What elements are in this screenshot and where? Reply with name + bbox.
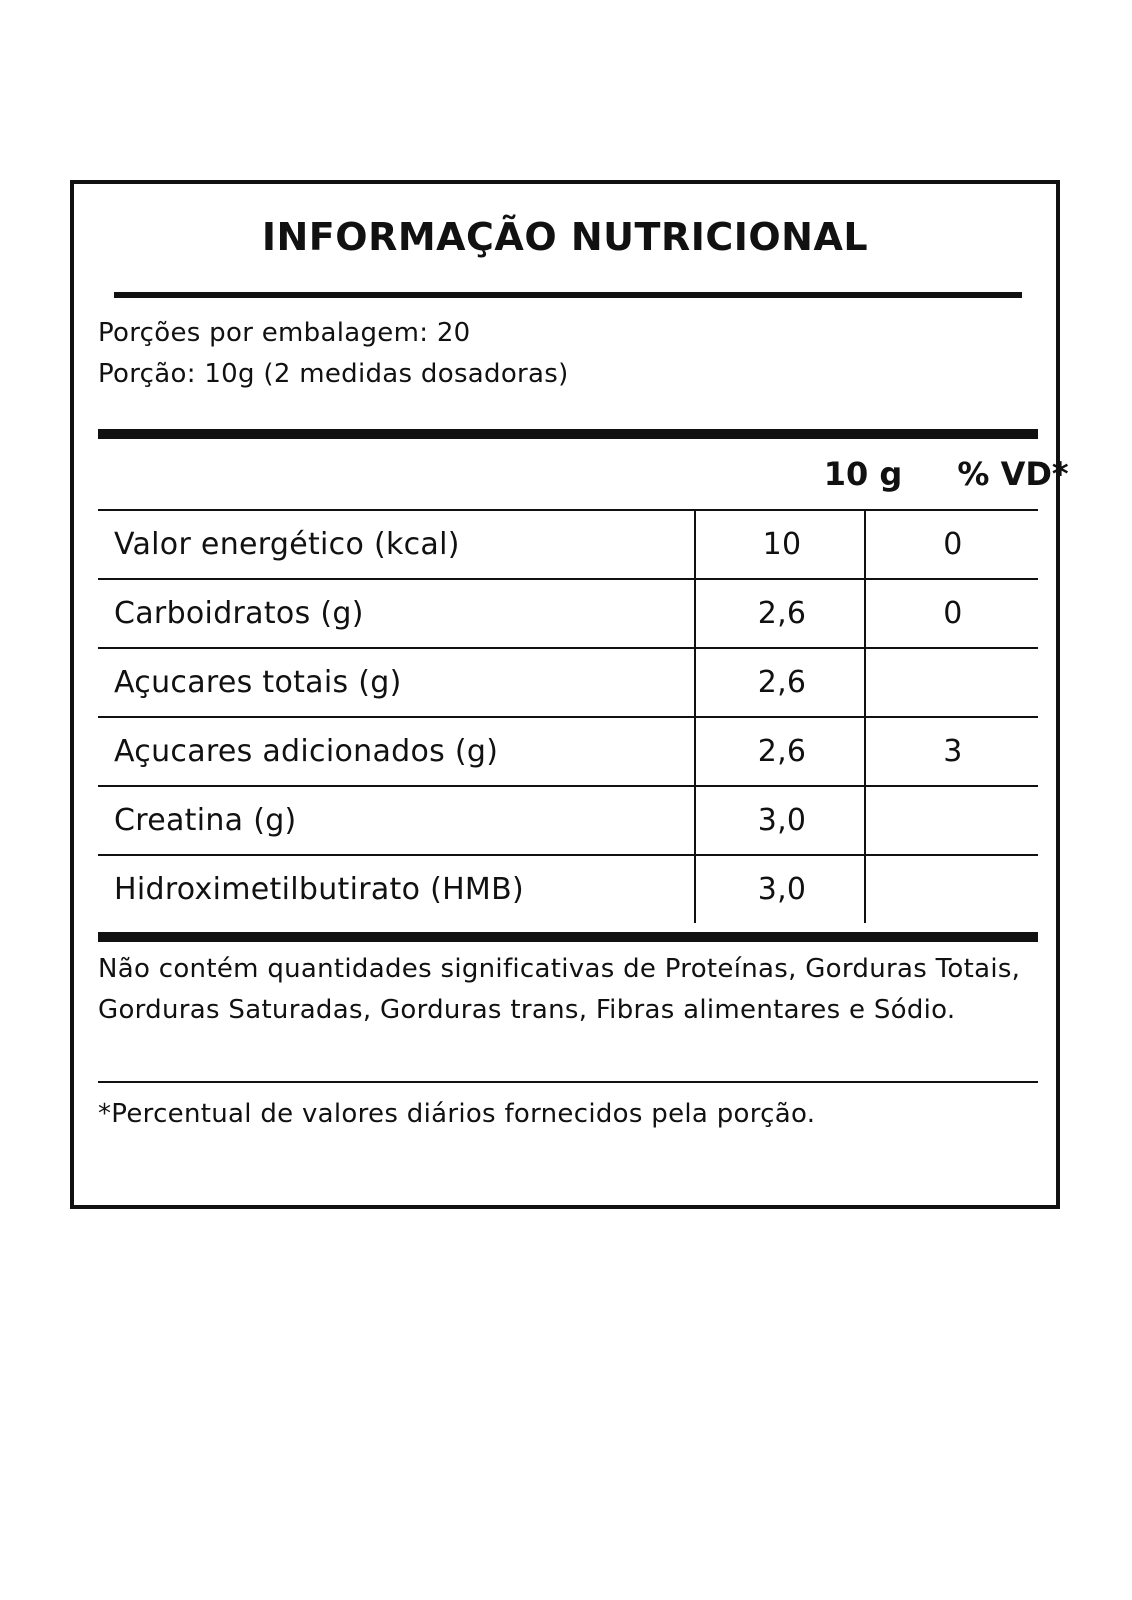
nutrient-name: Hidroximetilbutirato (HMB): [114, 872, 525, 907]
serving-size: Porção: 10g (2 medidas dosadoras): [98, 359, 569, 389]
label-title: INFORMAÇÃO NUTRICIONAL: [261, 215, 869, 259]
nutrient-quantity: 3,0: [694, 856, 868, 923]
nutrient-daily-value: [864, 649, 1040, 716]
nutrient-daily-value: [864, 856, 1040, 923]
table-row: [98, 856, 1038, 923]
nutrient-name: Açucares totais (g): [114, 665, 402, 700]
table-top-divider: [98, 429, 1038, 439]
nutrient-quantity: 3,0: [694, 787, 868, 854]
nutrient-quantity: 2,6: [694, 649, 868, 716]
nutrient-daily-value: 0: [864, 580, 1040, 647]
table-row: [98, 787, 1038, 856]
nutrient-name: Creatina (g): [114, 803, 297, 838]
nutrient-quantity: 2,6: [694, 718, 868, 785]
servings-per-package: Porções por embalagem: 20: [98, 318, 471, 348]
nutrient-name: Valor energético (kcal): [114, 527, 460, 562]
nutrient-name: Carboidratos (g): [114, 596, 364, 631]
nutrient-quantity: 10: [694, 511, 868, 578]
table-bottom-divider: [98, 932, 1038, 942]
nutrient-name: Açucares adicionados (g): [114, 734, 499, 769]
footnote-divider: [98, 1081, 1038, 1083]
column-header-quantity: 10 g: [823, 455, 903, 493]
table-row: [98, 580, 1038, 649]
nutrient-daily-value: [864, 787, 1040, 854]
title-divider: [114, 292, 1022, 298]
nutrient-daily-value: 3: [864, 718, 1040, 785]
nutrient-quantity: 2,6: [694, 580, 868, 647]
nutrition-facts-label: [70, 180, 1069, 1209]
table-row: [98, 649, 1038, 718]
column-header-daily-value: % VD*: [957, 455, 1069, 493]
nutrient-daily-value: 0: [864, 511, 1040, 578]
table-row: [98, 718, 1038, 787]
daily-value-note: *Percentual de valores diários fornecidos pela porção.: [98, 1099, 816, 1129]
not-significant-note: Não contém quantidades significativas de Proteínas, Gorduras Totais, Gorduras Saturadas, Gorduras trans, Fibras alimentares e Sódio.: [98, 954, 1021, 1025]
nutrition-table: [98, 509, 1038, 923]
table-row: [98, 511, 1038, 580]
